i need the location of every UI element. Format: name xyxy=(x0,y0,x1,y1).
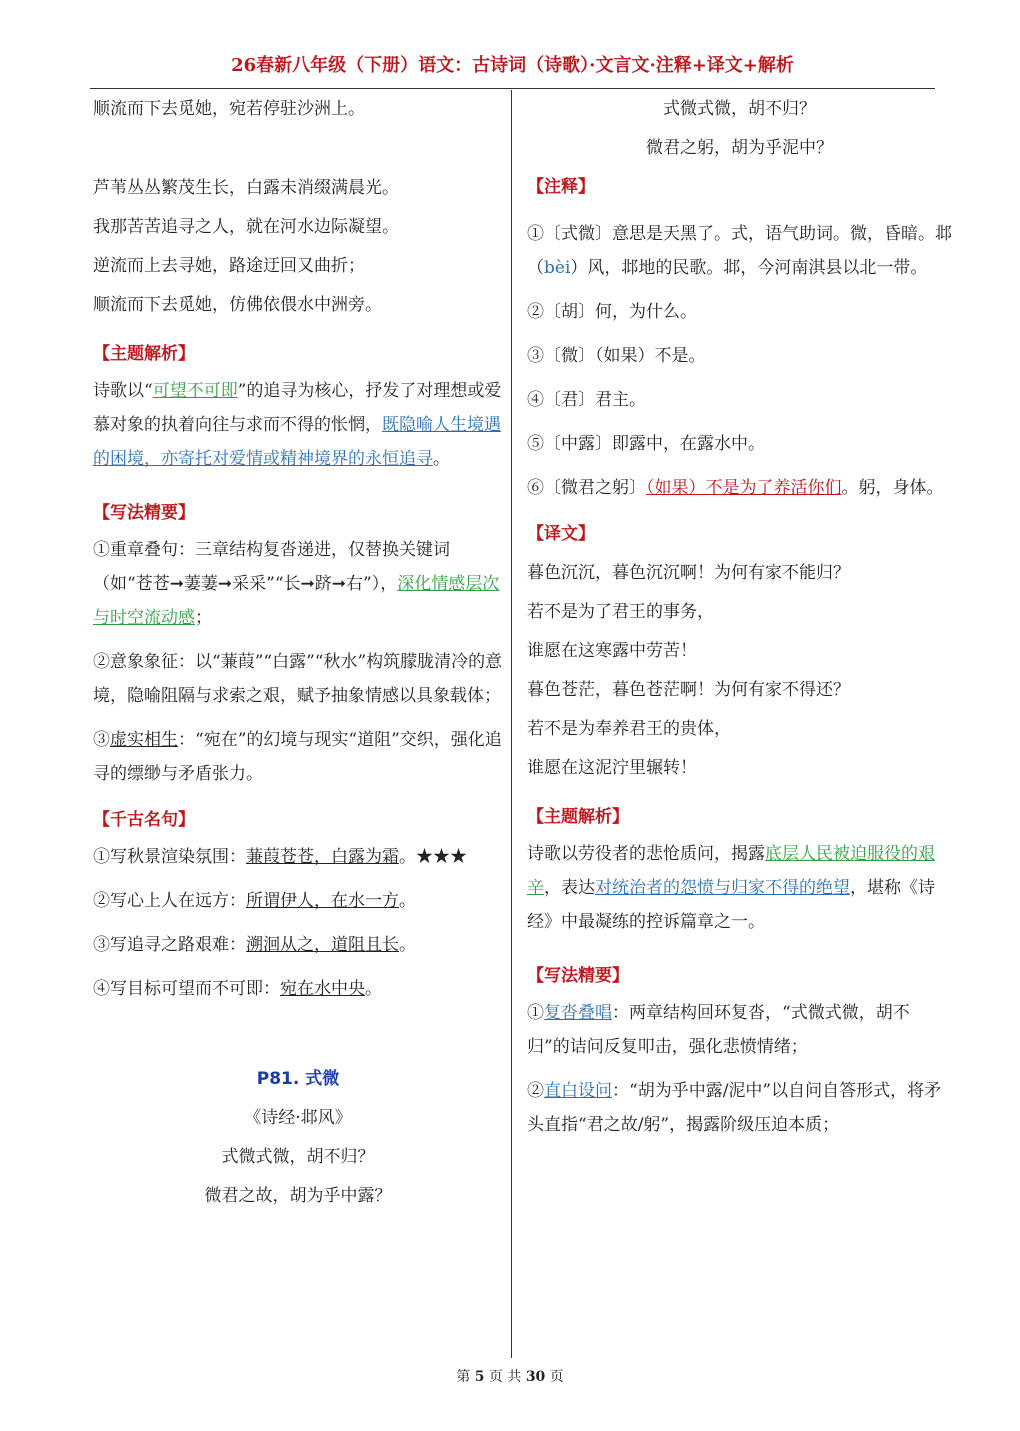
famous-line: ②写心上人在远方：所谓伊人，在水一方。 xyxy=(93,891,416,911)
translation-line: 暮色苍茫，暮色苍茫啊！为何有家不得还？ xyxy=(527,680,850,700)
theme-paragraph: 诗歌以“可望不可即”的追寻为核心，抒发了对理想或爱慕对象的执着向往与求而不得的怅惘，既隐喻人生境遇的困境，亦寄托对爱情或精神境界的永恒追寻。 xyxy=(93,381,502,469)
theme-paragraph: 诗歌以劳役者的悲怆质问，揭露底层人民被迫服役的艰辛，表达对统治者的怨愤与归家不得的绝望，堪称《诗经》中最凝练的控诉篇章之一。 xyxy=(527,844,935,932)
total-pages: 30 xyxy=(525,1369,546,1385)
note-item: ①〔式微〕意思是天黑了。式，语气助词。微，昏暗。邶（bèi）风，邶地的民歌。邶，今河南淇县以北一带。 xyxy=(527,224,952,278)
translation-line: 我那苦苦追寻之人，就在河水边际凝望。 xyxy=(93,217,399,237)
poem-line: 微君之躬，胡为乎泥中？ xyxy=(646,138,833,158)
section-label-theme: 【主题解析】 xyxy=(527,807,629,827)
note-item: ⑥〔微君之躬〕（如果）不是为了养活你们。躬，身体。 xyxy=(527,478,944,498)
poem-source: 《诗经·邶风》 xyxy=(244,1108,352,1128)
note-item: ⑤〔中露〕即露中，在露水中。 xyxy=(527,434,765,454)
column-divider xyxy=(511,90,512,1358)
translation-line: 逆流而上去寻她，路途迂回又曲折； xyxy=(93,256,365,276)
writing-point: ①重章叠句：三章结构复沓递进，仅替换关键词（如“苍苍➞萋萋➞采采”“长➞跻➞右”），深化情感层次与时空流动感； xyxy=(93,540,500,628)
left-column xyxy=(93,90,503,1216)
highlight: 复沓叠唱 xyxy=(544,1003,612,1023)
translation-line: 暮色沉沉，暮色沉沉啊！为何有家不能归？ xyxy=(527,563,850,583)
note-item: ④〔君〕君主。 xyxy=(527,390,646,410)
writing-point: ②意象象征：以“蒹葭”“白露”“秋水”构筑朦胧清冷的意境，隐喻阻隔与求索之艰，赋予抽象情感以具象载体； xyxy=(93,652,503,706)
writing-point: ①复沓叠唱：两章结构回环复沓，“式微式微，胡不归”的诘问反复叩击，强化悲愤情绪； xyxy=(527,1003,910,1057)
translation-line: 若不是为了君王的事务， xyxy=(527,602,714,622)
current-page: 5 xyxy=(474,1369,485,1385)
highlight: （如果）不是为了养活你们 xyxy=(646,478,842,498)
highlight: 直白设问 xyxy=(544,1081,612,1101)
poem-line: 式微式微，胡不归？ xyxy=(663,99,816,119)
section-label-translation: 【译文】 xyxy=(527,524,595,544)
note-item: ③〔微〕（如果）不是。 xyxy=(527,346,706,366)
highlight: 虚实相生 xyxy=(110,730,178,750)
translation-line: 顺流而下去觅她，仿佛依偎水中洲旁。 xyxy=(93,295,382,315)
highlight: 对统治者的怨愤与归家不得的绝望 xyxy=(595,878,850,898)
poem-line: 微君之故，胡为乎中露？ xyxy=(204,1186,392,1206)
page-footer: 第 5 页 共 30 页 xyxy=(456,1369,564,1385)
poem-title: P81. 式微 xyxy=(256,1069,340,1089)
section-label-writing: 【写法精要】 xyxy=(93,503,195,523)
writing-point: ②直白设问：“胡为乎中露/泥中”以自问自答形式，将矛头直指“君之故/躬”，揭露阶级压迫本质； xyxy=(527,1081,942,1135)
poem-line: 式微式微，胡不归？ xyxy=(221,1147,375,1167)
header-divider xyxy=(90,88,935,89)
section-label-theme: 【主题解析】 xyxy=(93,344,195,364)
section-label-notes: 【注释】 xyxy=(527,177,595,197)
section-label-writing: 【写法精要】 xyxy=(527,966,629,986)
translation-line: 芦苇丛丛繁茂生长，白露未消缀满晨光。 xyxy=(93,178,399,198)
section-label-famous: 【千古名句】 xyxy=(93,810,195,830)
famous-line: ①写秋景渲染氛围：蒹葭苍苍，白露为霜。★★★ xyxy=(93,847,467,867)
writing-point: ③虚实相生：“宛在”的幻境与现实“道阻”交织，强化追寻的缥缈与矛盾张力。 xyxy=(93,730,502,784)
highlight: 可望不可即 xyxy=(152,381,238,401)
translation-line: 谁愿在这泥泞里辗转！ xyxy=(527,758,697,778)
highlight: 底层人民被迫服役的艰辛 xyxy=(527,844,935,898)
famous-line: ④写目标可望而不可即：宛在水中央。 xyxy=(93,979,382,999)
highlight: 深化情感层次与时空流动感 xyxy=(93,574,500,628)
translation-line: 若不是为奉养君王的贵体， xyxy=(527,719,731,739)
famous-line: ③写追寻之路艰难：溯洄从之，道阻且长。 xyxy=(93,935,416,955)
translation-line: 顺流而下去觅她，宛若停驻沙洲上。 xyxy=(93,99,365,119)
note-item: ②〔胡〕何，为什么。 xyxy=(527,302,697,322)
highlight: 既隐喻人生境遇的困境，亦寄托对爱情或精神境界的永恒追寻 xyxy=(93,415,501,469)
right-column xyxy=(527,90,952,1142)
translation-line: 谁愿在这寒露中劳苦！ xyxy=(527,641,697,661)
page-header: 26春新八年级（下册）语文：古诗词（诗歌）·文言文·注释+译文+解析 xyxy=(231,55,794,76)
